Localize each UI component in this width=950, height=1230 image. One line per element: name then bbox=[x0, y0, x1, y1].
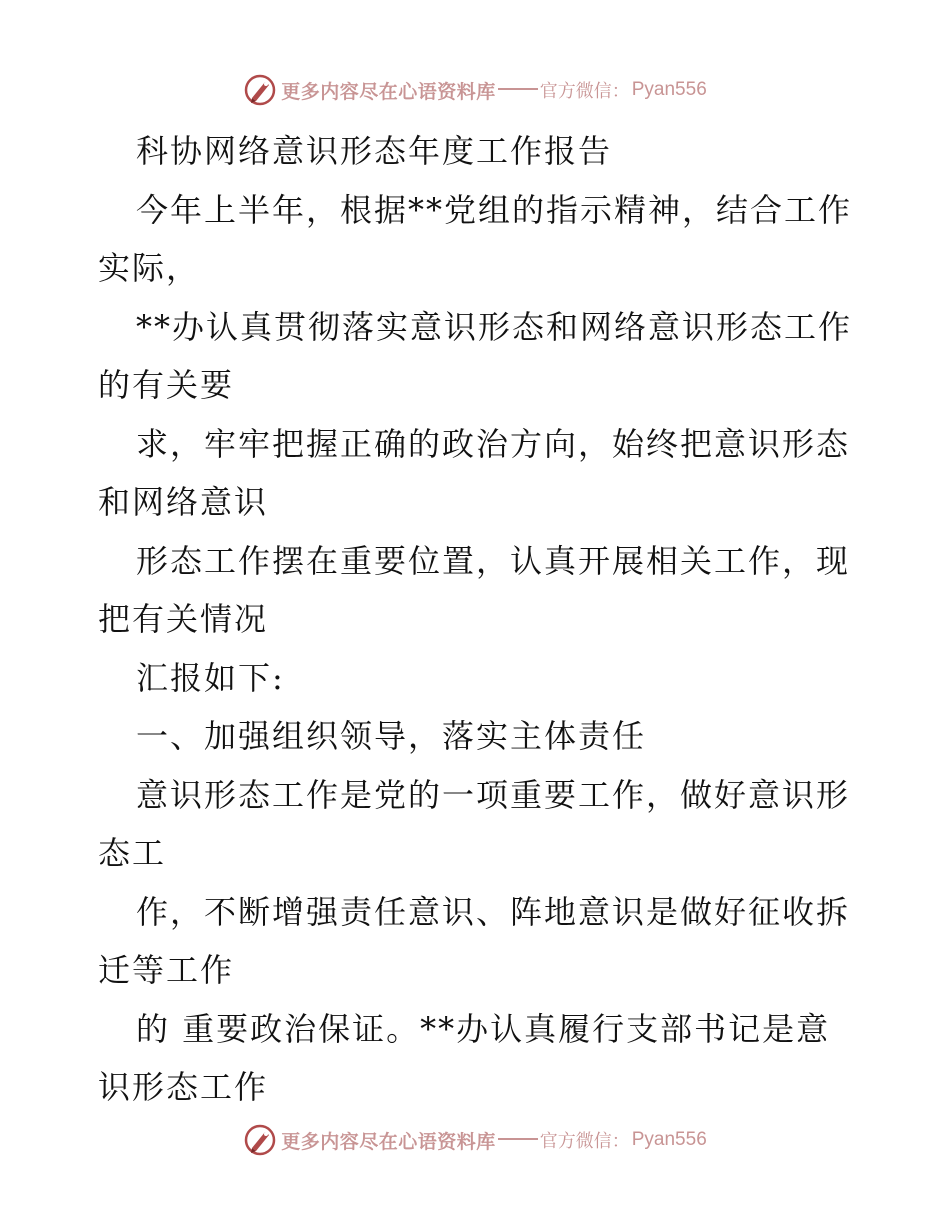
header-watermark bbox=[0, 70, 950, 110]
paragraph-line: 的有关要 bbox=[98, 366, 235, 404]
watermark-wechat-label: 官方微信： bbox=[539, 81, 630, 102]
paragraph-line: 迁等工作 bbox=[98, 951, 235, 989]
watermark-wechat-id: Pyan556 bbox=[631, 1129, 707, 1150]
pen-logo-icon bbox=[243, 1123, 277, 1157]
section-heading: 一、加强组织领导，落实主体责任 bbox=[136, 717, 647, 755]
paragraph-line: 识形态工作 bbox=[98, 1068, 269, 1106]
document-body bbox=[98, 122, 858, 1117]
paragraph-line: 形态工作摆在重要位置，认真开展相关工作，现 bbox=[136, 541, 851, 580]
watermark-dash bbox=[498, 1138, 538, 1140]
paragraph-line: 意识形态工作是党的一项重要工作，做好意识形 bbox=[136, 775, 851, 814]
pen-logo-icon bbox=[243, 73, 277, 107]
watermark-wechat-label: 官方微信： bbox=[539, 1131, 630, 1152]
watermark-text: 更多内容尽在心语资料库 bbox=[281, 1130, 496, 1153]
watermark-text: 更多内容尽在心语资料库 bbox=[281, 80, 496, 103]
document-title: 科协网络意识形态年度工作报告 bbox=[136, 132, 613, 170]
paragraph-line: 态工 bbox=[98, 834, 167, 872]
paragraph-line: **办认真贯彻落实意识形态和网络意识形态工作 bbox=[136, 307, 853, 346]
paragraph-line: 作，不断增强责任意识、阵地意识是做好征收拆 bbox=[136, 892, 851, 931]
watermark-wechat-id: Pyan556 bbox=[631, 79, 707, 100]
watermark-dash bbox=[498, 88, 538, 90]
paragraph-line: 把有关情况 bbox=[98, 600, 269, 638]
footer-watermark bbox=[0, 1120, 950, 1160]
paragraph-line: 实际， bbox=[98, 249, 201, 287]
paragraph-line: 今年上半年，根据**党组的指示精神，结合工作 bbox=[136, 190, 853, 229]
paragraph-line: 汇报如下: bbox=[136, 658, 285, 697]
paragraph-line: 和网络意识 bbox=[98, 483, 269, 521]
paragraph-line: 的 重要政治保证。**办认真履行支部书记是意 bbox=[136, 1009, 831, 1048]
paragraph-line: 求，牢牢把握正确的政治方向，始终把意识形态 bbox=[136, 424, 851, 463]
